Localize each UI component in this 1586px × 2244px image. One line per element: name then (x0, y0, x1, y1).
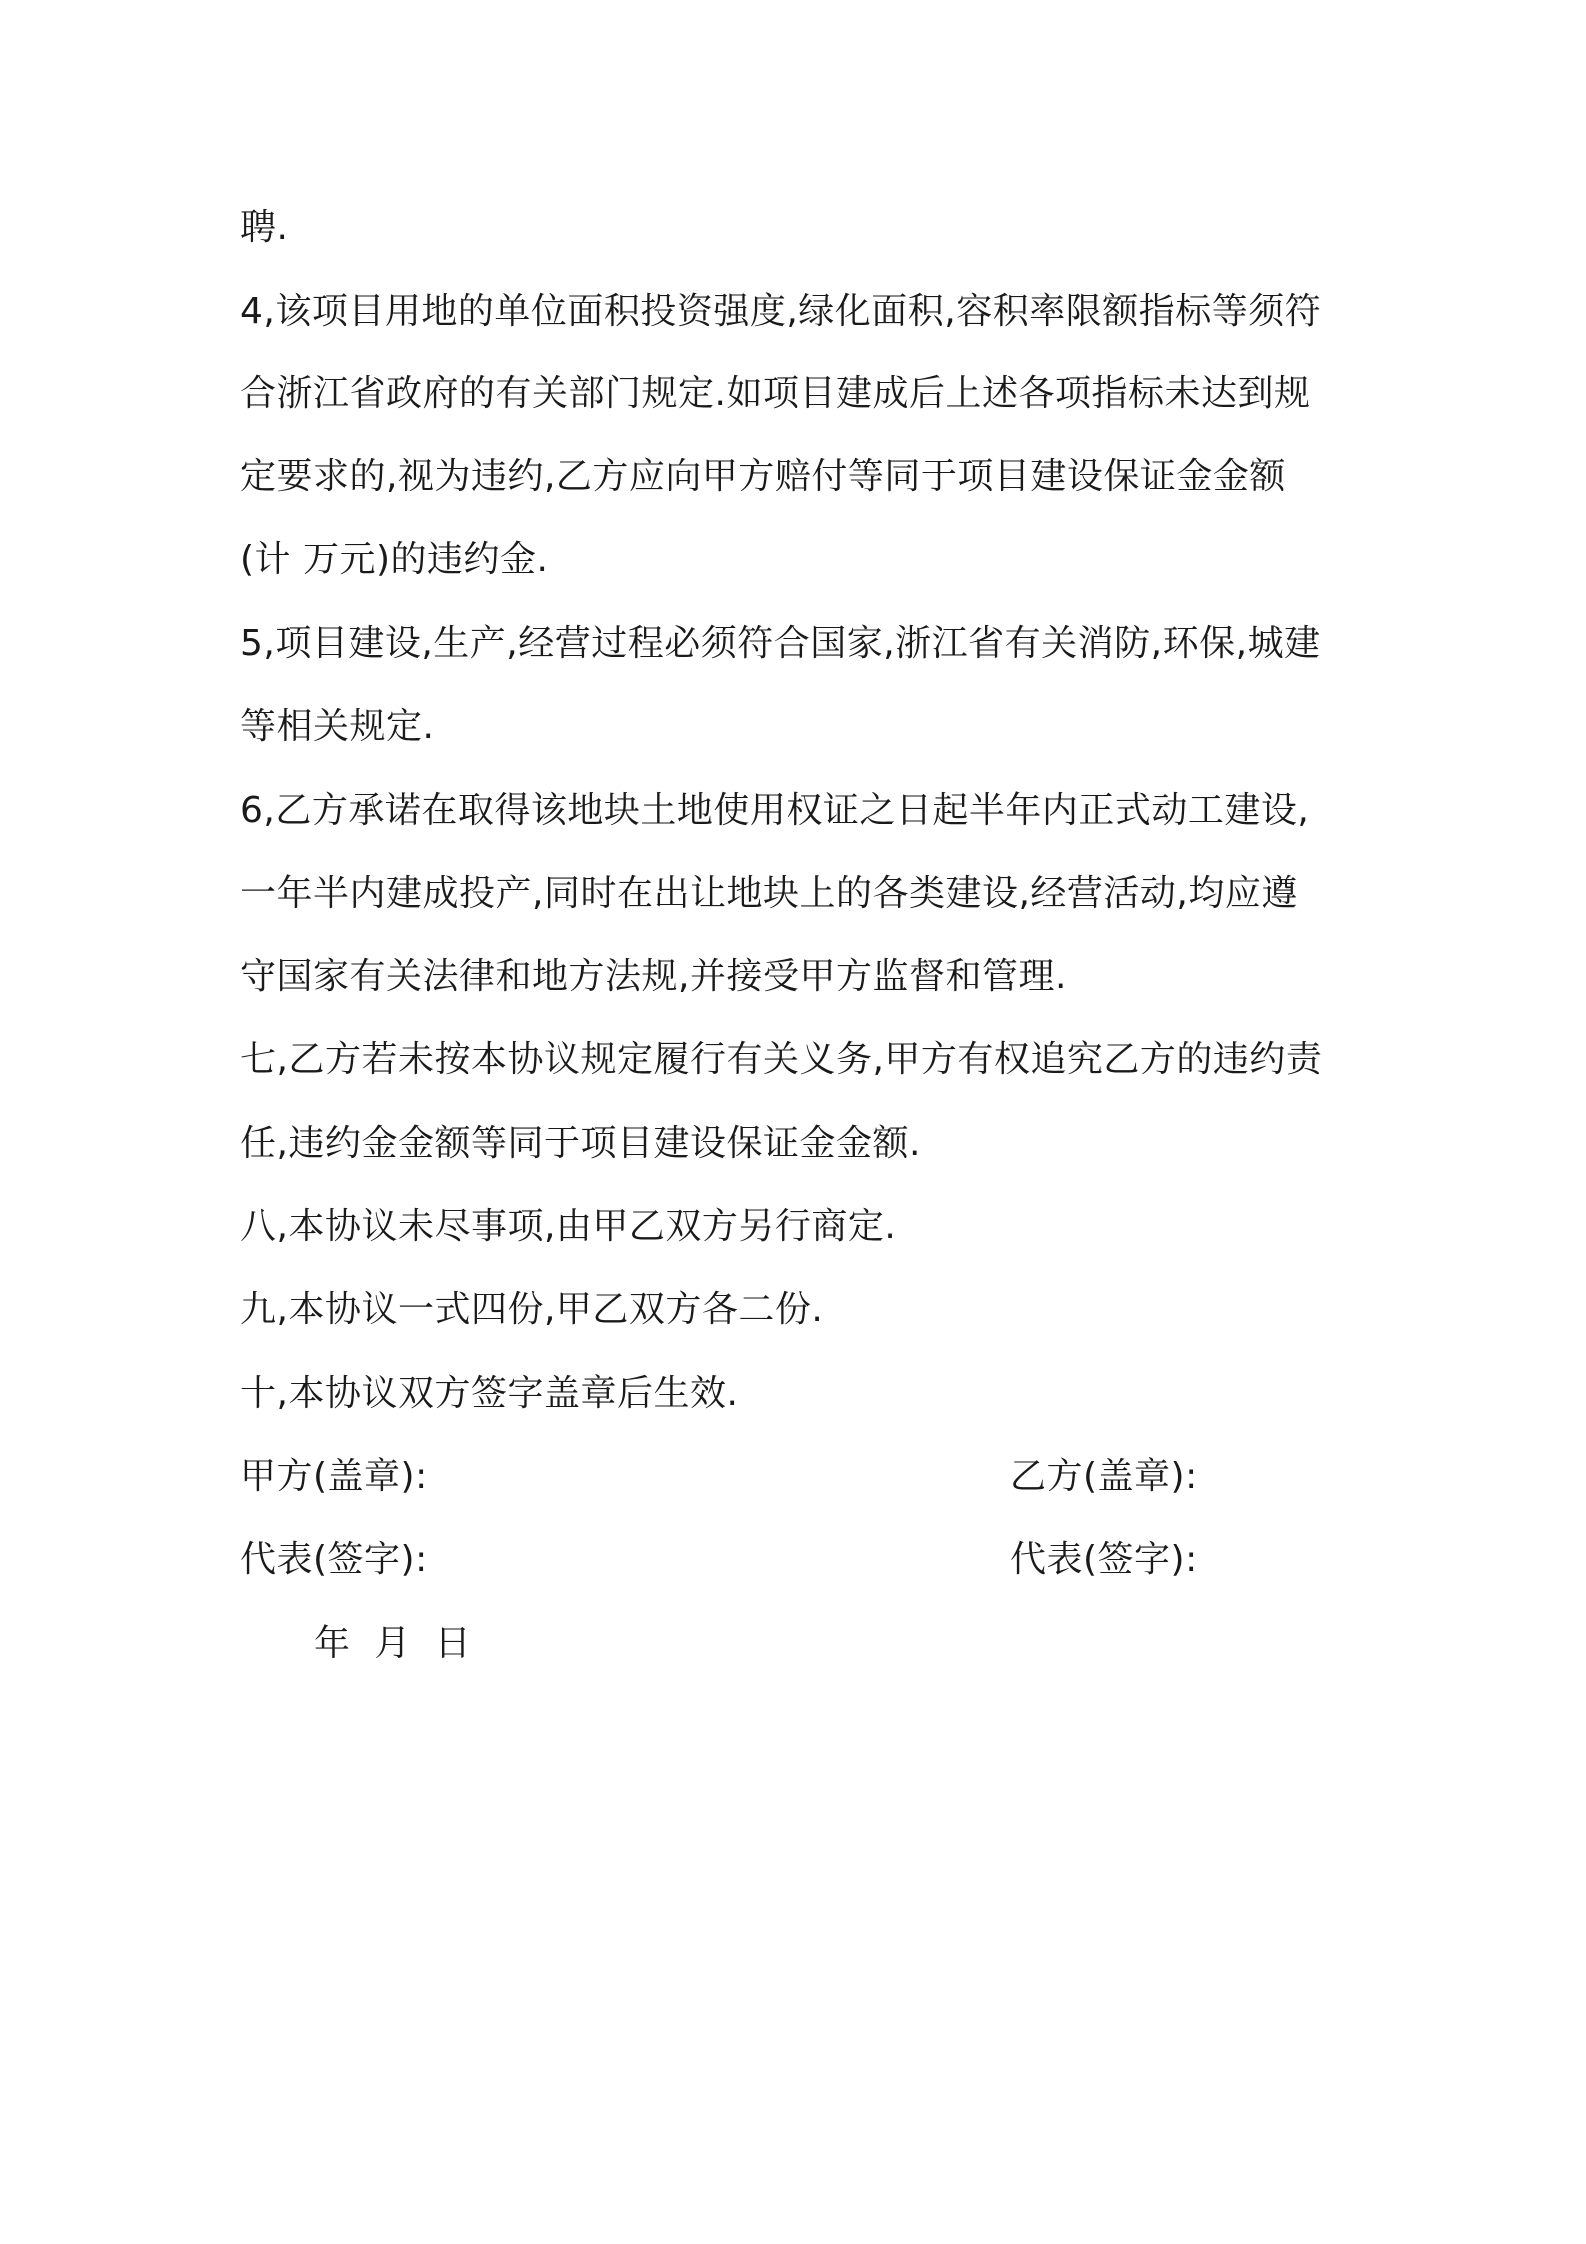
text-line-8: 6,乙方承诺在取得该地块土地使用权证之日起半年内正式动工建设, (240, 790, 1310, 831)
text-line-3: 合浙江省政府的有关部门规定.如项目建成后上述各项指标未达到规 (240, 373, 1311, 414)
text-line-14: 九,本协议一式四份,甲乙双方各二份. (240, 1289, 824, 1330)
party-b-seal-label: 乙方(盖章): (1010, 1456, 1198, 1497)
text-line-11: 七,乙方若未按本协议规定履行有关义务,甲方有权追究乙方的违约责 (240, 1039, 1323, 1080)
text-line-1: 聘. (240, 207, 289, 248)
text-line-15: 十,本协议双方签字盖章后生效. (240, 1373, 739, 1414)
text-line-2: 4,该项目用地的单位面积投资强度,绿化面积,容积率限额指标等须符 (240, 291, 1322, 332)
party-b-rep-label: 代表(签字): (1010, 1539, 1198, 1580)
text-line-10: 守国家有关法律和地方法规,并接受甲方监督和管理. (240, 956, 1067, 997)
party-a-rep-label: 代表(签字): (240, 1539, 428, 1580)
text-line-5: (计 万元)的违约金. (240, 539, 549, 580)
text-line-9: 一年半内建成投产,同时在出让地块上的各类建设,经营活动,均应遵 (240, 873, 1298, 914)
text-line-4: 定要求的,视为违约,乙方应向甲方赔付等同于项目建设保证金金额 (240, 456, 1286, 497)
text-line-6: 5,项目建设,生产,经营过程必须符合国家,浙江省有关消防,环保,城建 (240, 623, 1321, 664)
party-a-seal-label: 甲方(盖章): (240, 1456, 428, 1497)
text-line-7: 等相关规定. (240, 706, 435, 747)
text-line-13: 八,本协议未尽事项,由甲乙双方另行商定. (240, 1206, 897, 1247)
text-line-12: 任,违约金金额等同于项目建设保证金金额. (240, 1123, 921, 1164)
date-line: 年 月 日 (314, 1623, 472, 1664)
